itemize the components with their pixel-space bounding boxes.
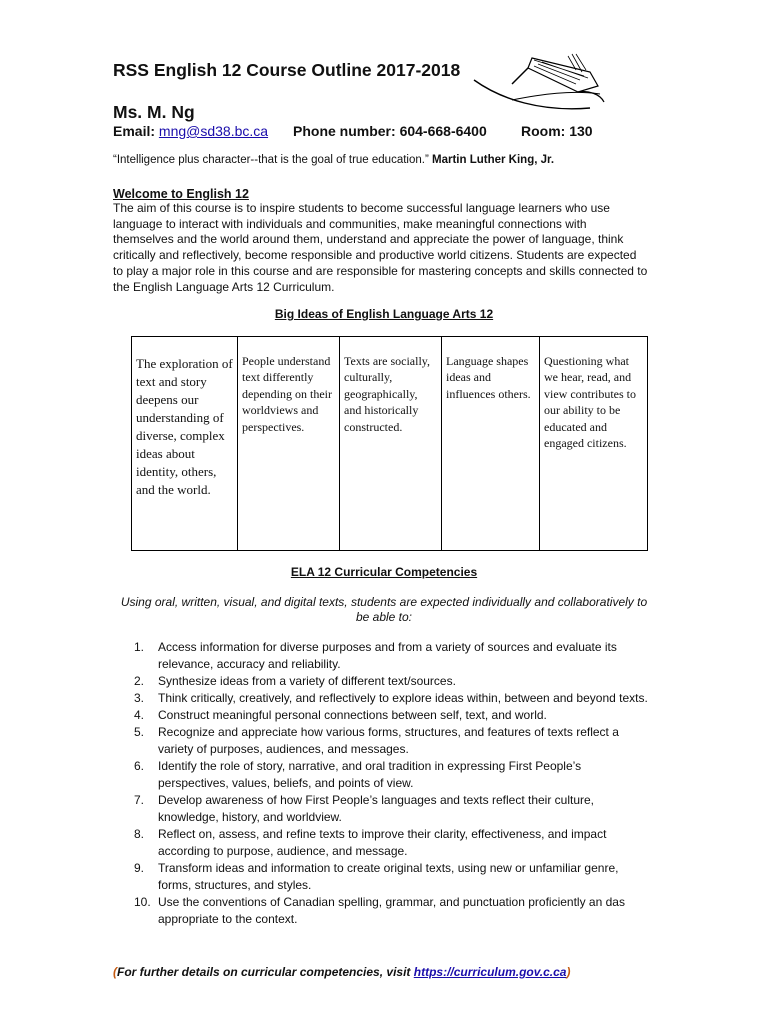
email-label: Email:	[113, 123, 156, 139]
footer-close-paren: )	[566, 965, 571, 979]
list-item-number: 3.	[134, 691, 145, 705]
list-item-number: 9.	[134, 861, 145, 875]
big-ideas-table	[131, 336, 648, 551]
competencies-list	[113, 639, 653, 928]
list-item	[113, 673, 653, 690]
room-label: Room:	[521, 123, 566, 139]
big-idea-cell: Questioning what we hear, read, and view contributes to our ability to be educated and engaged citizens.	[540, 337, 648, 551]
list-item-number: 7.	[134, 793, 145, 807]
footer-note	[113, 964, 673, 980]
list-item-text: Recognize and appreciate how various forms, structures, and features of texts reflect a variety of purposes, audiences, and messages.	[158, 725, 619, 756]
list-item-text: Think critically, creatively, and reflectively to explore ideas within, between and beyond texts.	[158, 691, 648, 705]
list-item-number: 2.	[134, 674, 145, 688]
footer-text: For further details on curricular competencies, visit	[117, 965, 414, 979]
list-item	[113, 724, 653, 758]
list-item	[113, 894, 653, 928]
list-item-text: Develop awareness of how First People’s languages and texts reflect their culture, knowledge, history, and worldview.	[158, 793, 595, 824]
quote	[113, 153, 673, 168]
competencies-intro: Using oral, written, visual, and digital texts, students are expected individually and collaboratively to be able to:	[120, 595, 648, 624]
big-idea-cell: The exploration of text and story deepens our understanding of diverse, complex ideas about identity, others, and the world.	[132, 337, 238, 551]
list-item-number: 6.	[134, 759, 145, 773]
competencies-heading: ELA 12 Curricular Competencies	[290, 565, 478, 579]
list-item-text: Reflect on, assess, and refine texts to improve their clarity, effectiveness, and impact according to purpose, audience, and message.	[158, 827, 607, 858]
quote-text: “Intelligence plus character--that is the goal of true education.”	[113, 154, 429, 166]
big-idea-cell: Texts are socially, culturally, geographically, and historically constructed.	[340, 337, 442, 551]
big-ideas-heading: Big Ideas of English Language Arts 12	[274, 307, 494, 321]
teacher-name: Ms. M. Ng	[113, 102, 195, 122]
list-item	[113, 792, 653, 826]
list-item	[113, 860, 653, 894]
phone-number: 604-668-6400	[399, 123, 487, 139]
contact-row	[113, 122, 673, 140]
quill-pen-icon	[472, 50, 608, 116]
quote-author: Martin Luther King, Jr.	[432, 154, 555, 166]
list-item	[113, 758, 653, 792]
list-item-text: Synthesize ideas from a variety of different text/sources.	[158, 674, 456, 688]
curriculum-link[interactable]: https://curriculum.gov.c.ca	[413, 965, 567, 979]
room-number: 130	[569, 123, 593, 139]
list-item	[113, 826, 653, 860]
big-idea-cell: Language shapes ideas and influences others.	[442, 337, 540, 551]
big-idea-cell: People understand text differently depending on their worldviews and perspectives.	[238, 337, 340, 551]
welcome-paragraph: The aim of this course is to inspire students to become successful language learners who use language to interact with individuals and communities, make meaningful connections with themselves and the world around them, understand and appreciate the power of language, think critically and reflectively, become responsible and productive world citizens. Students are expected to play a major role in this course and are responsible for mastering concepts and skills connected to the English Language Arts 12 Curriculum.	[113, 201, 648, 294]
list-item-text: Transform ideas and information to create original texts, using new or unfamiliar genre, forms, structures, and styles.	[158, 861, 619, 892]
room-info	[521, 122, 593, 140]
phone-info	[293, 122, 487, 140]
table-row	[132, 337, 648, 551]
list-item	[113, 690, 653, 707]
list-item-text: Identify the role of story, narrative, and oral tradition in expressing First People’s perspectives, values, beliefs, and points of view.	[158, 759, 582, 790]
list-item-number: 1.	[134, 640, 145, 654]
list-item-text: Use the conventions of Canadian spelling, grammar, and punctuation proficiently an das appropriate to the context.	[158, 895, 625, 926]
welcome-heading: Welcome to English 12	[113, 187, 249, 201]
list-item	[113, 639, 653, 673]
email-link[interactable]: mng@sd38.bc.ca	[158, 123, 269, 139]
page-title: RSS English 12 Course Outline 2017-2018	[113, 60, 461, 80]
list-item-text: Access information for diverse purposes and from a variety of sources and evaluate its relevance, accuracy and reliability.	[158, 640, 617, 671]
phone-label: Phone number:	[293, 123, 396, 139]
footer-open-paren: (	[113, 965, 117, 979]
list-item-number: 8.	[134, 827, 145, 841]
list-item-text: Construct meaningful personal connections between self, text, and world.	[158, 708, 547, 722]
list-item-number: 5.	[134, 725, 145, 739]
list-item-number: 10.	[134, 895, 151, 909]
list-item	[113, 707, 653, 724]
list-item-number: 4.	[134, 708, 145, 722]
